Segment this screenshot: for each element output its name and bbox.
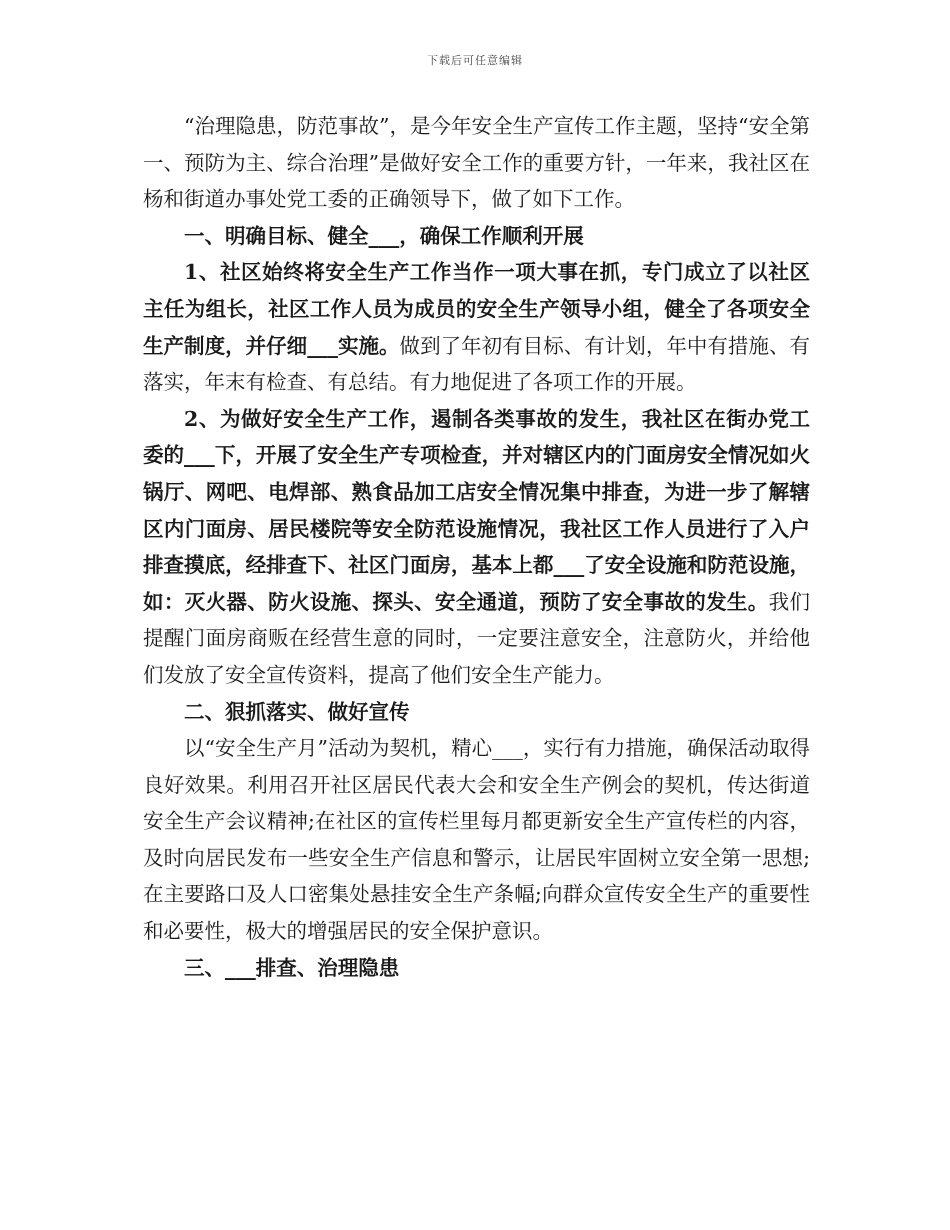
intro-paragraph: “治理隐患，防范事故”，是今年安全生产宣传工作主题，坚持“安全第一、预防为主、综合治理”是做好安全工作的重要方针，一年来，我社区在杨和街道办事处党工委的正确领导下，做了如下工作。 <box>143 114 810 212</box>
paragraph-2-text: 我们提醒门面房商贩在经营生意的同时，一定要注意安全，注意防火，并给他们发放了安全宣传资料，提高了他们安全生产能力。 <box>143 589 811 687</box>
paragraph-2 <box>143 401 810 694</box>
paragraph-2-bold-text: 2、为做好安全生产工作，遏制各类事故的发生，我社区在街办党工委的___下，开展了安全生产专项检查，并对辖区内的门面房安全情况如火锅厅、网吧、电焊部、熟食品加工店安全情况集中排查，为进一步了解辖区内门面房、居民楼院等安全防范设施情况，我社区工作人员进行了入户排查摸底，经排查下、社区门面房，基本上都___了安全设施和防范设施，如：灭火器、防火设施、探头、安全通道，预防了安全事故的发生。 <box>143 406 810 614</box>
paragraph-1-bold-text: 1、社区始终将安全生产工作当作一项大事在抓，专门成立了以社区主任为组长，社区工作人员为成员的安全生产领导小组，健全了各项安全生产制度，并仔细___实施。 <box>143 260 810 358</box>
page-header-note: 下载后可任意编辑 <box>427 54 523 67</box>
paragraph-1-text: 做到了年初有目标、有计划，年中有措施、有落实，年末有检查、有总结。有力地促进了各项工作的开展。 <box>143 333 811 395</box>
section-heading-3: 三、___排查、治理隐患 <box>184 955 400 980</box>
paragraph-3: 以“安全生产月”活动为契机，精心___，实行有力措施，确保活动取得良好效果。利用召开社区居民代表大会和安全生产例会的契机，传达街道安全生产会议精神;在社区的宣传栏里每月都更新安全生产宣传栏的内容，及时向居民发布一些安全生产信息和警示，让居民牢固树立安全第一思想;在主要路口及人口密集处悬挂安全生产条幅;向群众宣传安全生产的重要性和必要性，极大的增强居民的安全保护意识。 <box>143 736 810 944</box>
document-body <box>143 108 810 986</box>
section-heading-2: 二、狠抓落实、做好宣传 <box>184 699 410 724</box>
section-heading-1: 一、明确目标、健全___，确保工作顺利开展 <box>184 223 584 248</box>
paragraph-1 <box>143 254 810 400</box>
